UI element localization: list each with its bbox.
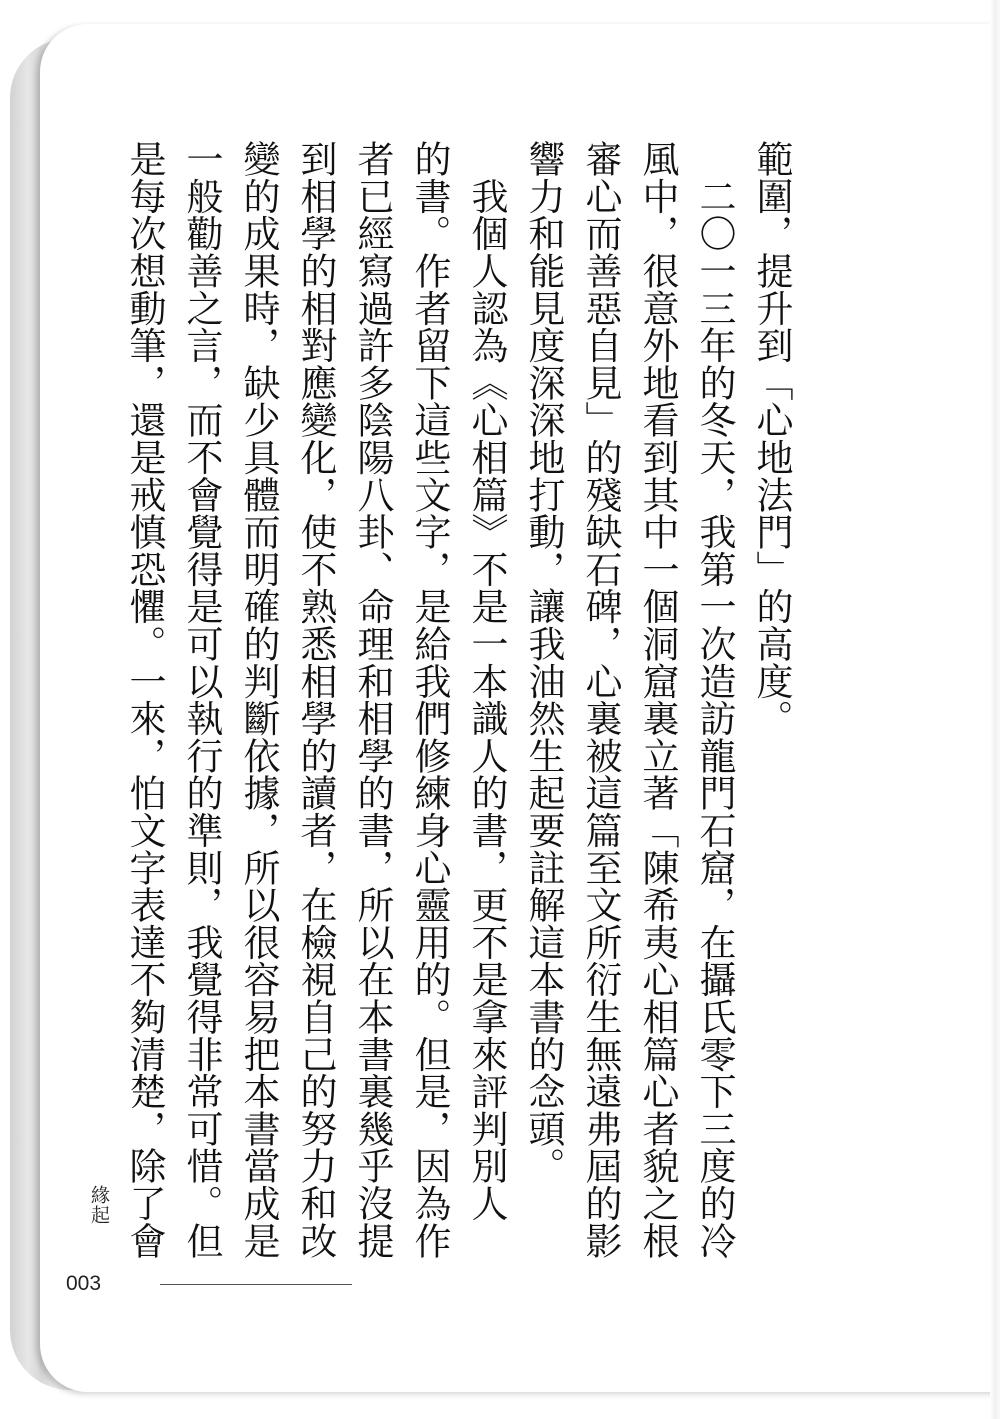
text-column-6: 我個人認為《心相篇》不是一本識人的書，更不是拿來評判別人 [465, 140, 508, 1222]
text-column-2: 二〇一三年的冬天，我第一次造訪龍門石窟，在攝氏零下三度的冷 [693, 140, 736, 1259]
text-column-1: 範圍，提升到「心地法門」的高度。 [750, 140, 793, 737]
vertical-text-body [123, 140, 800, 1259]
page-gutter-edge [990, 0, 1000, 1419]
footer-rule [160, 1284, 352, 1285]
chapter-label: 緣起 [88, 1185, 110, 1225]
text-column-7: 的書。作者留下這些文字，是給我們修練身心靈用的。但是，因為作 [408, 140, 451, 1259]
text-column-9: 到相學的相對應變化，使不熟悉相學的讀者，在檢視自己的努力和改 [294, 140, 337, 1259]
page-number: 003 [66, 1272, 102, 1295]
text-column-10: 變的成果時，缺少具體而明確的判斷依據，所以很容易把本書當成是 [237, 140, 280, 1259]
text-column-12: 是每次想動筆，還是戒慎恐懼。一來，怕文字表達不夠清楚，除了會 [123, 140, 166, 1259]
text-column-8: 者已經寫過許多陰陽八卦、命理和相學的書，所以在本書裏幾乎沒提 [351, 140, 394, 1259]
text-column-3: 風中，很意外地看到其中一個洞窟裏立著「陳希夷心相篇心者貌之根 [636, 140, 679, 1259]
text-column-4: 審心而善惡自見」的殘缺石碑，心裏被這篇至文所衍生無遠弗屆的影 [579, 140, 622, 1259]
text-column-11: 一般勸善之言，而不會覺得是可以執行的準則，我覺得非常可惜。但 [180, 140, 223, 1259]
text-column-5: 響力和能見度深深地打動，讓我油然生起要註解這本書的念頭。 [522, 140, 565, 1185]
